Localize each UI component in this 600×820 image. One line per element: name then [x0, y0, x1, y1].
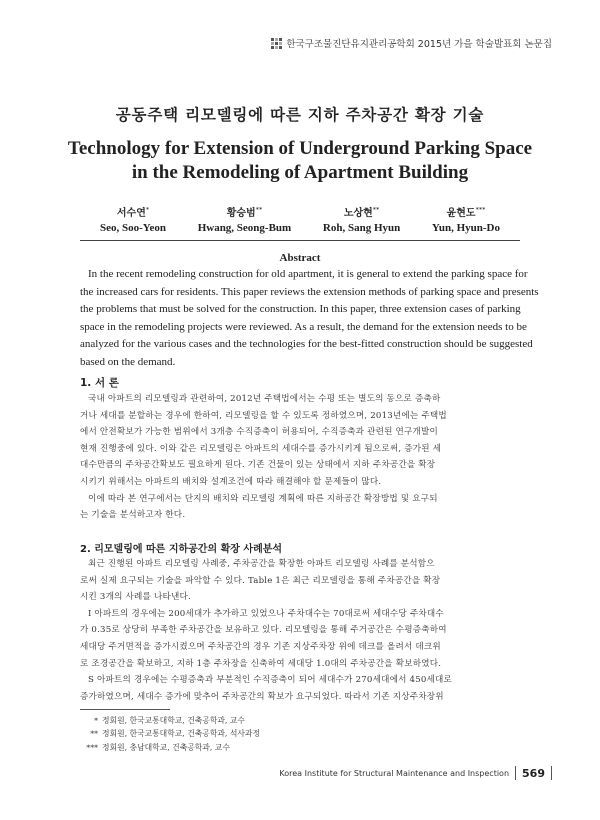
title-english-line-1: Technology for Extension of Underground Parking Space: [67, 138, 533, 159]
abstract-line: analyzed for the various cases and the technologies for the best-fitted construction should be suggested: [80, 338, 533, 351]
footer-institute: Korea Institute for Structural Maintenance and Inspection: [279, 768, 510, 778]
footnote: [80, 741, 260, 754]
affiliation-mark: **: [372, 205, 380, 214]
author-list: [100, 204, 500, 234]
affiliation-mark: ***: [475, 205, 486, 214]
body-line: 현재 진행중에 있다. 이와 같은 리모델링은 아파트의 세대수를 증가시키게 됨으로써, 증가된 세: [80, 443, 442, 454]
title-english-line-2: in the Remodeling of Apartment Building: [131, 162, 469, 183]
journal-name: 한국구조물진단유지관리공학회 2015년 가을 학술발표회 논문집: [286, 39, 552, 50]
body-line: 는 기술을 분석하고자 한다.: [80, 510, 186, 521]
section-1-heading: 1. 서 론: [80, 377, 119, 389]
author: [323, 204, 400, 234]
author: [100, 204, 166, 234]
body-line: 로써 실제 요구되는 기술을 파악할 수 있다. Table 1은 최근 리모델링을 통해 주차공간을 확장: [80, 575, 441, 586]
page-footer: [279, 766, 552, 780]
author: [432, 204, 500, 234]
body-line: 이에 따라 본 연구에서는 단지의 배치와 리모델링 계획에 따른 지하공간 확장방법 및 요구되: [88, 493, 438, 504]
body-line: 세대당 주거면적을 증가시켰으며 주차공간의 경우 기존 지상주차장 위에 데크를 올려서 데크위: [80, 641, 441, 652]
body-line: 시킨 3개의 사례를 나타낸다.: [80, 592, 191, 603]
affiliation-mark: *: [145, 205, 150, 214]
abstract-heading: Abstract: [279, 252, 321, 264]
body-line: 거나 세대를 분할하는 경우에 한하여, 리모델링을 할 수 있도록 정하였으며, 2013년에는 주택법: [80, 410, 447, 421]
abstract-line: the increased cars for residents. This paper reviews the extension methods of parking space and presents: [80, 285, 539, 298]
footnote-mark: *: [94, 716, 98, 725]
author-name-en: Yun, Hyun-Do: [431, 222, 500, 234]
footnote: [80, 714, 260, 727]
body-line: 에서 안전확보가 가능한 범위에서 3개층 수직증축이 허용되어, 수직증축과 관련된 연구개발이: [80, 427, 439, 438]
footnote-divider: [80, 709, 170, 710]
page-number: 569: [522, 766, 545, 780]
footnote-text: 정회원, 한국교통대학교, 건축공학과, 석사과정: [102, 729, 260, 739]
abstract-line: based on the demand.: [80, 355, 176, 368]
footer-separator: [551, 766, 552, 780]
author-name-ko: 윤현도: [446, 208, 476, 219]
affiliation-mark: **: [255, 205, 263, 214]
footnote-mark: **: [90, 729, 98, 739]
footnote: [80, 727, 260, 740]
body-line: 국내 아파트의 리모델링과 관련하여, 2012년 주택법에서는 수평 또는 별도의 동으로 증축하: [88, 394, 441, 404]
body-line: 대수만큼의 주차공간확보도 필요하게 된다. 기존 건물이 있는 상태에서 지하 주차공간을 확장: [80, 460, 436, 471]
author-name-ko: 노상현: [343, 208, 373, 219]
body-line: 가 0.35로 상당히 부족한 주차공간을 보유하고 있다. 리모델링을 통해 주거공간은 수평증축하여: [80, 625, 447, 636]
footnote-text: 정회원, 한국교통대학교, 건축공학과, 교수: [102, 716, 245, 725]
abstract-body: [80, 266, 539, 372]
author-name-ko: 서수연: [116, 208, 146, 219]
author-name-en: Seo, Soo-Yeon: [100, 222, 167, 234]
abstract-line: space in the remodeling projects were reviewed. As a result, the demand for the extension needs to be: [80, 320, 527, 333]
dots-grid-icon: [271, 38, 282, 49]
section-1-body: [80, 391, 526, 524]
footnotes: [80, 714, 260, 754]
running-header: [271, 36, 552, 50]
body-line: S 아파트의 경우에는 수평증축과 부분적인 수직증축이 되어 세대수가 270세대에서 450세대로: [88, 675, 453, 686]
title-english: [0, 137, 600, 185]
abstract-line: the problems that must be solved for the construction. In this paper, three extension cases of parking: [80, 303, 521, 316]
body-line: 시키기 위해서는 아파트의 배치와 설계조건에 따라 해결해야 할 문제들이 많다.: [80, 476, 382, 487]
section-2-body: [80, 556, 526, 705]
body-line: I 아파트의 경우에는 200세대가 추가하고 있었으나 주차대수는 70대로써 세대수당 주차대수: [88, 608, 444, 619]
body-line: 최근 진행된 아파트 리모델링 사례중, 주차공간을 확장한 아파트 리모델링 사례를 분석함으: [88, 559, 435, 569]
divider: [80, 240, 520, 241]
author-name-en: Roh, Sang Hyun: [322, 222, 401, 234]
footnote-text: 정회원, 충남대학교, 건축공학과, 교수: [102, 742, 230, 752]
title-korean: 공동주택 리모델링에 따른 지하 주차공간 확장 기술: [115, 106, 485, 124]
body-line: 증가하였으며, 세대수 증가에 맞추어 주차공간의 확보가 요구되었다. 따라서 기존 지상주차장위: [80, 691, 444, 702]
body-line: 로 조경공간을 확보하고, 지하 1층 주차장을 신축하여 세대당 1.0대의 주차공간을 확보하였다.: [80, 658, 442, 669]
author: [198, 204, 292, 234]
abstract-line: In the recent remodeling construction for old apartment, it is general to extend the parking space for: [88, 268, 528, 280]
footer-separator: [515, 766, 516, 780]
section-2-heading: 2. 리모델링에 따른 지하공간의 확장 사례분석: [80, 544, 283, 555]
author-name-ko: 황승범: [226, 208, 256, 219]
footnote-mark: ***: [86, 742, 98, 752]
author-name-en: Hwang, Seong-Bum: [197, 222, 292, 234]
